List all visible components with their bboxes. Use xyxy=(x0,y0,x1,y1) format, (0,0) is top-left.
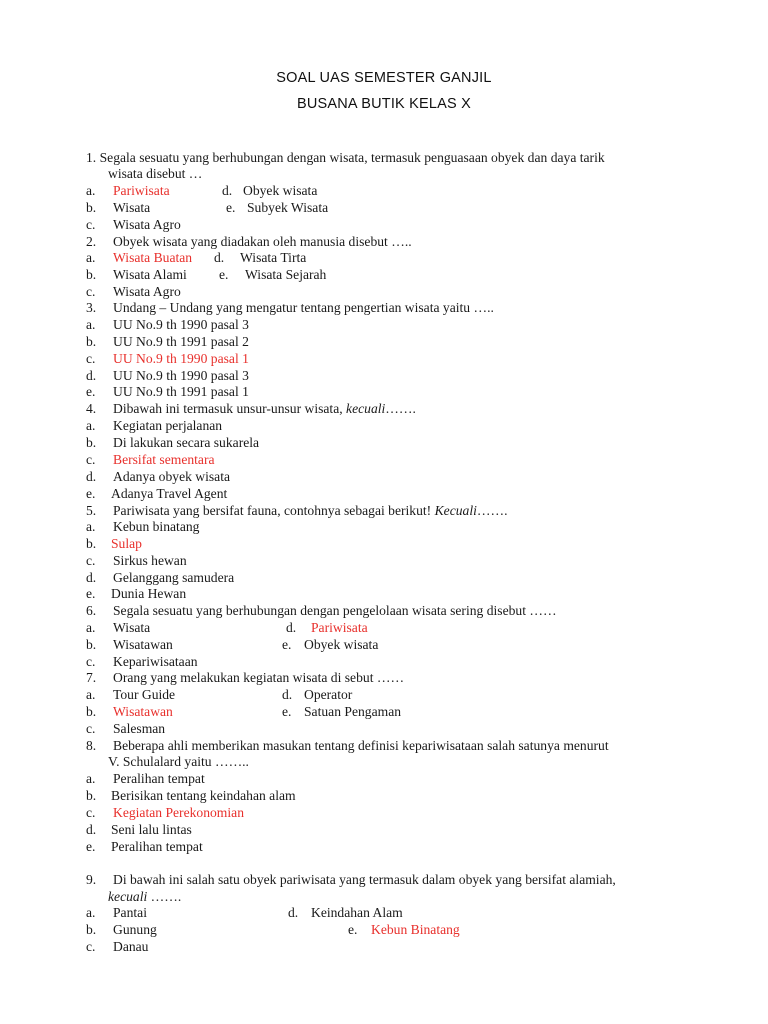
question-4-number: 4. xyxy=(86,401,97,416)
q4-option-c-answer: Bersifat sementara xyxy=(113,452,215,467)
q9-option-e-answer: Kebun Binatang xyxy=(371,922,460,937)
q6-option-d-marker: d. xyxy=(286,620,297,635)
q4-option-e-marker: e. xyxy=(86,486,96,501)
q2-option-e: Wisata Sejarah xyxy=(245,267,327,282)
q7-option-a: Tour Guide xyxy=(113,687,176,702)
question-8-number: 8. xyxy=(86,738,97,753)
q8-option-d-marker: d. xyxy=(86,822,97,837)
q2-option-c: Wisata Agro xyxy=(113,284,181,299)
q2-option-c-marker: c. xyxy=(86,284,96,299)
q5-option-e-marker: e. xyxy=(86,586,96,601)
q6-option-c-marker: c. xyxy=(86,654,96,669)
q7-option-c-marker: c. xyxy=(86,721,96,736)
question-6-text: Segala sesuatu yang berhubungan dengan pengelolaan wisata sering disebut …… xyxy=(113,603,557,618)
question-7-text: Orang yang melakukan kegiatan wisata di sebut …… xyxy=(113,670,405,685)
q2-option-a-marker: a. xyxy=(86,250,96,265)
q6-option-b-marker: b. xyxy=(86,637,97,652)
q9-option-a: Pantai xyxy=(113,905,147,920)
q6-option-a: Wisata xyxy=(113,620,151,635)
q3-option-e-marker: e. xyxy=(86,384,96,399)
question-9-text: Di bawah ini salah satu obyek pariwisata yang termasuk dalam obyek yang bersifat alamiah, xyxy=(113,872,616,887)
q9-option-a-marker: a. xyxy=(86,905,96,920)
q9-option-d-marker: d. xyxy=(288,905,299,920)
q4-option-c-marker: c. xyxy=(86,452,96,467)
question-8-text-cont: V. Schulalard yaitu …….. xyxy=(108,754,249,769)
q3-option-b: UU No.9 th 1991 pasal 2 xyxy=(113,334,249,349)
q7-option-c: Salesman xyxy=(113,721,166,736)
question-7-number: 7. xyxy=(86,670,97,685)
q9-option-c: Danau xyxy=(113,939,149,954)
q7-option-d: Operator xyxy=(304,687,353,702)
question-1-text: 1. Segala sesuatu yang berhubungan dengan wisata, termasuk penguasaan obyek dan daya tarik xyxy=(86,150,605,165)
q5-option-b-answer: Sulap xyxy=(111,536,142,551)
q9-option-b-marker: b. xyxy=(86,922,97,937)
question-9-number: 9. xyxy=(86,872,97,887)
q9-option-b: Gunung xyxy=(113,922,157,937)
q5-kecuali: Kecuali xyxy=(434,503,477,518)
question-3-number: 3. xyxy=(86,300,97,315)
q1-option-a-answer: Pariwisata xyxy=(113,183,170,198)
q9-kecuali: kecuali xyxy=(108,889,148,904)
q9-option-e-marker: e. xyxy=(348,922,358,937)
q6-option-d-answer: Pariwisata xyxy=(311,620,368,635)
q7-option-b-marker: b. xyxy=(86,704,97,719)
q2-option-d-marker: d. xyxy=(214,250,225,265)
q3-option-d-marker: d. xyxy=(86,368,97,383)
q1-option-d: Obyek wisata xyxy=(243,183,318,198)
q4-option-d-marker: d. xyxy=(86,469,97,484)
question-8-text: Beberapa ahli memberikan masukan tentang definisi kepariwisataan salah satunya menurut xyxy=(113,738,609,753)
q4-option-a-marker: a. xyxy=(86,418,96,433)
q1-option-c-marker: c. xyxy=(86,217,96,232)
question-2-number: 2. xyxy=(86,234,97,249)
q6-option-b: Wisatawan xyxy=(113,637,173,652)
document-subtitle: BUSANA BUTIK KELAS X xyxy=(296,96,472,112)
question-3-text: Undang – Undang yang mengatur tentang pengertian wisata yaitu ….. xyxy=(113,300,494,315)
q5-option-c-marker: c. xyxy=(86,553,96,568)
q8-option-b: Berisikan tentang keindahan alam xyxy=(111,788,296,803)
q5-option-c: Sirkus hewan xyxy=(113,553,187,568)
q2-option-e-marker: e. xyxy=(219,267,229,282)
question-2-text: Obyek wisata yang diadakan oleh manusia disebut ….. xyxy=(113,234,412,249)
q1-option-e: Subyek Wisata xyxy=(247,200,329,215)
question-5-text: Pariwisata yang bersifat fauna, contohnya sebagai berikut! Kecuali……. xyxy=(113,503,508,518)
q7-option-e-marker: e. xyxy=(282,704,292,719)
q3-option-e: UU No.9 th 1991 pasal 1 xyxy=(113,384,249,399)
question-5-number: 5. xyxy=(86,503,97,518)
q8-option-a-marker: a. xyxy=(86,771,96,786)
q3-option-b-marker: b. xyxy=(86,334,97,349)
q1-option-e-marker: e. xyxy=(226,200,236,215)
q8-option-e-marker: e. xyxy=(86,839,96,854)
q4-option-d: Adanya obyek wisata xyxy=(113,469,231,484)
q5-option-d-marker: d. xyxy=(86,570,97,585)
q8-option-b-marker: b. xyxy=(86,788,97,803)
q1-option-b: Wisata xyxy=(113,200,151,215)
q7-option-b-answer: Wisatawan xyxy=(113,704,173,719)
q2-option-b-marker: b. xyxy=(86,267,97,282)
q1-option-c: Wisata Agro xyxy=(113,217,181,232)
q7-option-d-marker: d. xyxy=(282,687,293,702)
q3-option-d: UU No.9 th 1990 pasal 3 xyxy=(113,368,249,383)
q1-option-a-marker: a. xyxy=(86,183,96,198)
q4-option-a: Kegiatan perjalanan xyxy=(113,418,223,433)
q8-option-e: Peralihan tempat xyxy=(111,839,203,854)
question-9-text-cont: kecuali ……. xyxy=(108,889,182,904)
q5-option-d: Gelanggang samudera xyxy=(113,570,235,585)
q3-option-a-marker: a. xyxy=(86,317,96,332)
q6-option-a-marker: a. xyxy=(86,620,96,635)
q5-option-e: Dunia Hewan xyxy=(111,586,187,601)
question-4-text: Dibawah ini termasuk unsur-unsur wisata, kecuali……. xyxy=(113,401,416,416)
q2-option-d: Wisata Tirta xyxy=(240,250,307,265)
q2-option-a-answer: Wisata Buatan xyxy=(113,250,193,265)
q6-option-e-marker: e. xyxy=(282,637,292,652)
q6-option-c: Kepariwisataan xyxy=(113,654,198,669)
q3-option-c-marker: c. xyxy=(86,351,96,366)
document-title: SOAL UAS SEMESTER GANJIL xyxy=(276,70,492,86)
q2-option-b: Wisata Alami xyxy=(113,267,187,282)
q5-option-a-marker: a. xyxy=(86,519,96,534)
q9-option-c-marker: c. xyxy=(86,939,96,954)
q1-option-d-marker: d. xyxy=(222,183,233,198)
q5-option-b-marker: b. xyxy=(86,536,97,551)
q4-kecuali: kecuali xyxy=(346,401,386,416)
q4-option-b-marker: b. xyxy=(86,435,97,450)
q1-option-b-marker: b. xyxy=(86,200,97,215)
question-1-text-cont: wisata disebut … xyxy=(108,166,203,181)
q9-option-d: Keindahan Alam xyxy=(311,905,403,920)
q4-option-e: Adanya Travel Agent xyxy=(111,486,228,501)
q4-option-b: Di lakukan secara sukarela xyxy=(113,435,260,450)
question-6-number: 6. xyxy=(86,603,97,618)
q6-option-e: Obyek wisata xyxy=(304,637,379,652)
q7-option-e: Satuan Pengaman xyxy=(304,704,402,719)
q8-option-c-answer: Kegiatan Perekonomian xyxy=(113,805,244,820)
q3-option-a: UU No.9 th 1990 pasal 3 xyxy=(113,317,249,332)
q3-option-c-answer: UU No.9 th 1990 pasal 1 xyxy=(113,351,249,366)
q8-option-a: Peralihan tempat xyxy=(113,771,205,786)
q7-option-a-marker: a. xyxy=(86,687,96,702)
q5-option-a: Kebun binatang xyxy=(113,519,200,534)
q8-option-d: Seni lalu lintas xyxy=(111,822,192,837)
q8-option-c-marker: c. xyxy=(86,805,96,820)
